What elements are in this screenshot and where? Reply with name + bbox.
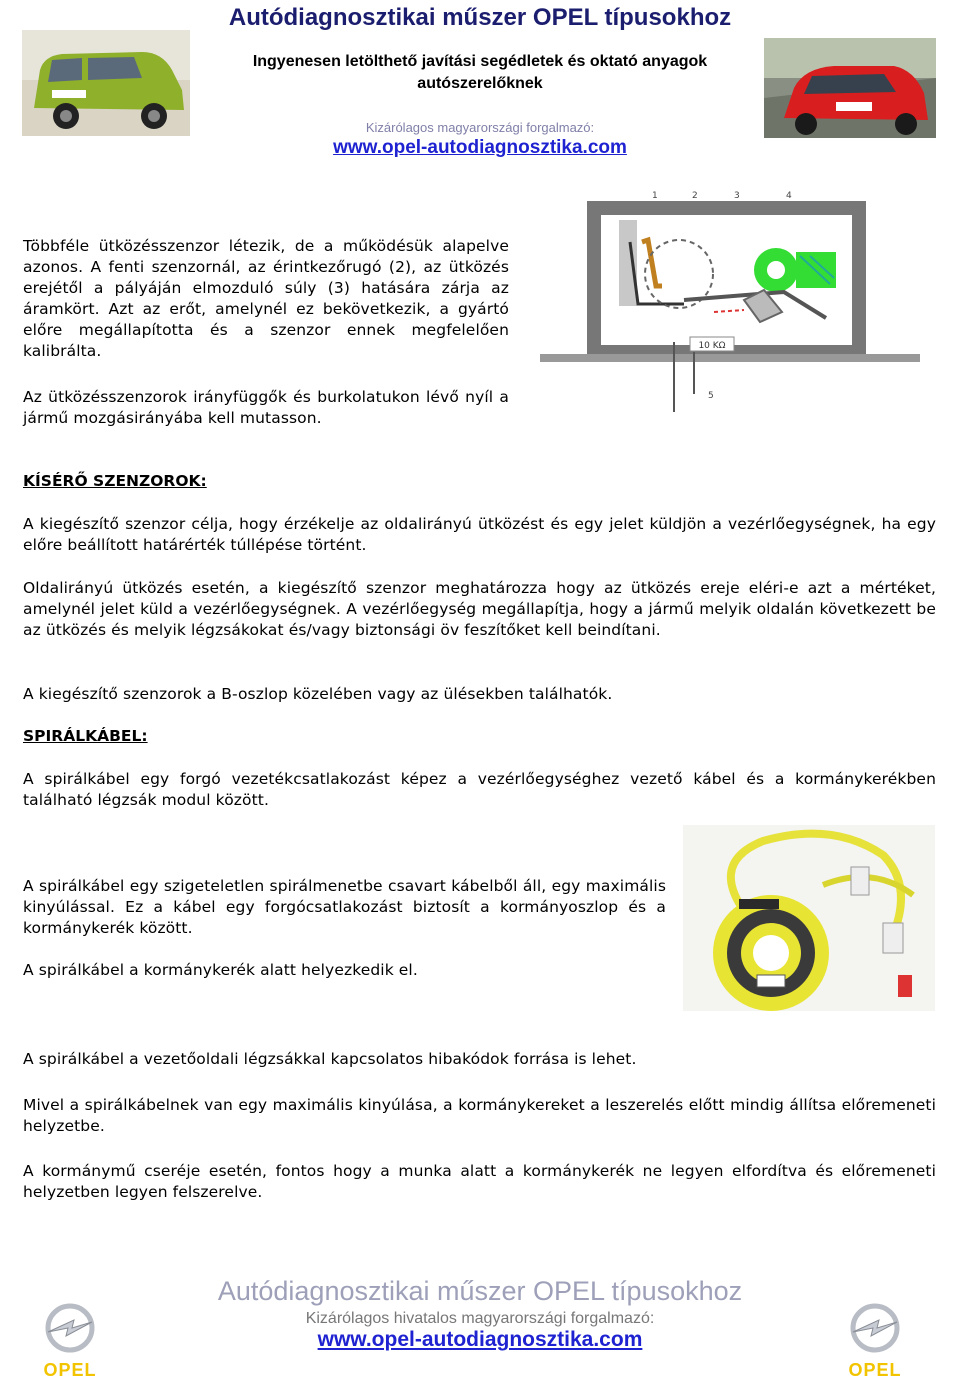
header-title: Autódiagnosztikai műszer OPEL típusokhoz (228, 4, 732, 31)
paragraph-clockspring-fault: A spirálkábel a vezetőoldali légzsákkal kapcsolatos hibakódok forrása is lehet. (23, 1050, 637, 1068)
paragraph-clockspring-location: A spirálkábel a kormánykerék alatt helyezkedik el. (23, 961, 418, 979)
footer-title: Autódiagnosztikai műszer OPEL típusokhoz (217, 1276, 743, 1306)
diagram-label-1: 1 (652, 191, 658, 201)
paragraph-side-sensor-purpose: A kiegészítő szenzor célja, hogy érzékelje az oldalirányú ütközést és egy jelet küldjön a vezérlőegységnek, ha egy előre beállított határérték túllépése történt. (23, 515, 936, 554)
opel-wordmark-right: OPEL (848, 1360, 902, 1380)
opel-logo-left (40, 1302, 100, 1382)
diagram-label-resistor: 10 KΩ (698, 341, 726, 351)
paragraph-clockspring-construction: A spirálkábel egy szigeteletlen spirálmenetbe csavart kábelből áll, egy maximális kinyúlással. Ez a kábel egy forgócsatlakozást biztosít a kormányoszlop és a kormánykerék között. (23, 877, 666, 937)
header-subtitle-line1: Ingyenesen letölthető javítási segédletek és oktató anyagok (252, 53, 708, 70)
paragraph-sensor-direction: Az ütközésszenzorok irányfüggők és burkolatukon lévő nyíl a jármű mozgásirányába kell mutasson. (23, 388, 509, 427)
header-url-link[interactable]: www.opel-autodiagnosztika.com (333, 137, 627, 158)
footer-distributor: Kizárólagos hivatalos magyarországi forgalmazó: (305, 1310, 655, 1327)
footer-url-link[interactable]: www.opel-autodiagnosztika.com (317, 1328, 643, 1351)
crash-sensor-diagram (534, 182, 934, 414)
heading-clockspring: SPIRÁLKÁBEL: (23, 727, 148, 745)
header-distributor: Kizárólagos magyarországi forgalmazó: (365, 120, 595, 135)
diagram-label-2: 2 (692, 191, 698, 201)
opel-logo-right (836, 1302, 914, 1382)
paragraph-clockspring-removal: Mivel a spirálkábelnek van egy maximális kinyúlása, a kormánykereket a leszerelés előtt mindig állítsa előremeneti helyzetbe. (23, 1096, 936, 1135)
opel-wordmark-left: OPEL (43, 1360, 97, 1380)
header-car-image-green (22, 30, 190, 136)
diagram-label-3: 3 (734, 191, 740, 201)
header-subtitle-line2: autószerelőknek (417, 75, 543, 92)
paragraph-side-impact: Oldalirányú ütközés esetén, a kiegészítő szenzor meghatározza hogy az ütközés ereje eléri-e azt a mértéket, amelynél jelet küld a vezérlőegységnek. A vezérlőegység megállapítja, hogy a jármű melyik oldalán következett be az ütközés és melyik légzsákokat és/vagy biztonsági öv feszítőket kell beindítani. (23, 579, 936, 639)
paragraph-clockspring-definition: A spirálkábel egy forgó vezetékcsatlakozást képez a vezérlőegységhez vezető kábel és a kormánykerékben található légzsák modul között. (23, 770, 936, 809)
paragraph-sensor-principle: Többféle ütközésszenzor létezik, de a működésük alapelve azonos. A fenti szenzornál, az érintkezőrugó (2), az ütközés erejétől a pályáján elmozduló súly (3) hatására zárja az áramkört. Azt az erőt, amelynél ez bekövetkezik, a gyártó előre megállapította és a szenzor ennek megfelelően kalibrálta. (23, 237, 509, 360)
paragraph-side-sensor-location: A kiegészítő szenzorok a B-oszlop közelében vagy az ülésekben találhatók. (23, 685, 613, 703)
heading-side-sensors: KÍSÉRŐ SZENZOROK: (23, 472, 207, 490)
header-car-image-red (764, 38, 936, 138)
paragraph-steering-replacement: A kormánymű cseréje esetén, fontos hogy a munka alatt a kormánykerék ne legyen elfordítva és előremeneti helyzetben legyen felszerelve. (23, 1162, 936, 1201)
clockspring-photo (683, 825, 935, 1011)
diagram-label-4: 4 (786, 191, 792, 201)
diagram-label-5: 5 (708, 391, 714, 401)
